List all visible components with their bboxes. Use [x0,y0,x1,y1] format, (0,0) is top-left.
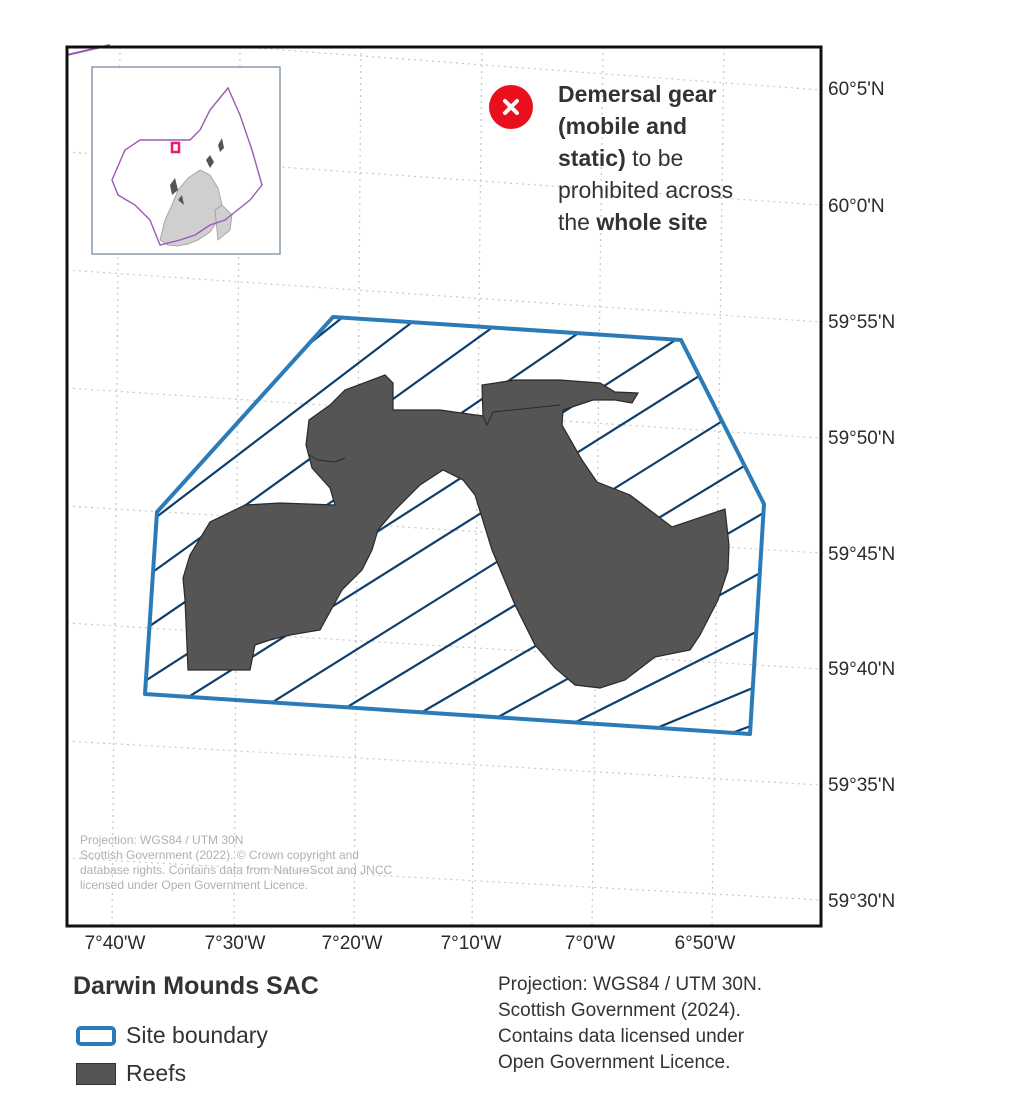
legend-label: Site boundary [126,1022,268,1048]
graticule-lat [67,623,821,669]
callout-bold: (mobile and [558,113,688,139]
attribution-line: Contains data licensed under [498,1026,745,1047]
graticule-lat [67,270,821,322]
lon-label: 7°20'W [321,933,383,954]
source-attribution [498,972,858,1076]
map-attribution [80,833,500,893]
attribution-line: database rights. Contains data from NatureScot and JNCC [80,863,393,877]
attribution-line: Open Government Licence. [498,1052,731,1073]
lat-label: 59°50'N [828,428,896,449]
legend-title: Darwin Mounds SAC [73,972,319,1000]
lat-label: 60°0'N [828,196,885,217]
lon-label: 7°40'W [84,933,146,954]
attribution-line: licensed under Open Government Licence. [80,878,309,892]
callout-bold: static) [558,145,626,171]
inset-map [92,67,280,254]
graticule-lat [67,741,821,785]
legend-item-site-boundary [76,1022,268,1049]
lat-label: 59°35'N [828,775,896,796]
attribution-line: Projection: WGS84 / UTM 30N [80,833,244,847]
lon-label: 7°0'W [564,933,616,954]
gear-prohibition-callout [558,78,798,238]
callout-text: to be [625,145,684,171]
lat-label: 59°55'N [828,312,896,333]
site-hatch [100,240,820,760]
lon-label: 6°50'W [674,933,736,954]
lat-label: 59°45'N [828,544,896,565]
reefs-swatch [76,1063,116,1085]
attribution-line: Projection: WGS84 / UTM 30N. [498,974,762,995]
lat-label: 59°30'N [828,891,896,912]
site-boundary-swatch [76,1026,116,1046]
lon-label: 7°10'W [440,933,502,954]
callout-text: the [558,209,597,235]
callout-bold: whole site [596,209,708,235]
attribution-line: Scottish Government (2022). © Crown copyright and [80,848,359,862]
lon-label: 7°30'W [204,933,266,954]
legend-item-reefs [76,1060,186,1087]
lat-label: 60°5'N [828,79,885,100]
lat-label: 59°40'N [828,659,896,680]
cross-icon [489,85,533,129]
callout-bold: Demersal gear [558,81,717,107]
legend-label: Reefs [126,1060,187,1086]
attribution-line: Scottish Government (2024). [498,1000,741,1021]
callout-text: prohibited across [558,177,734,203]
